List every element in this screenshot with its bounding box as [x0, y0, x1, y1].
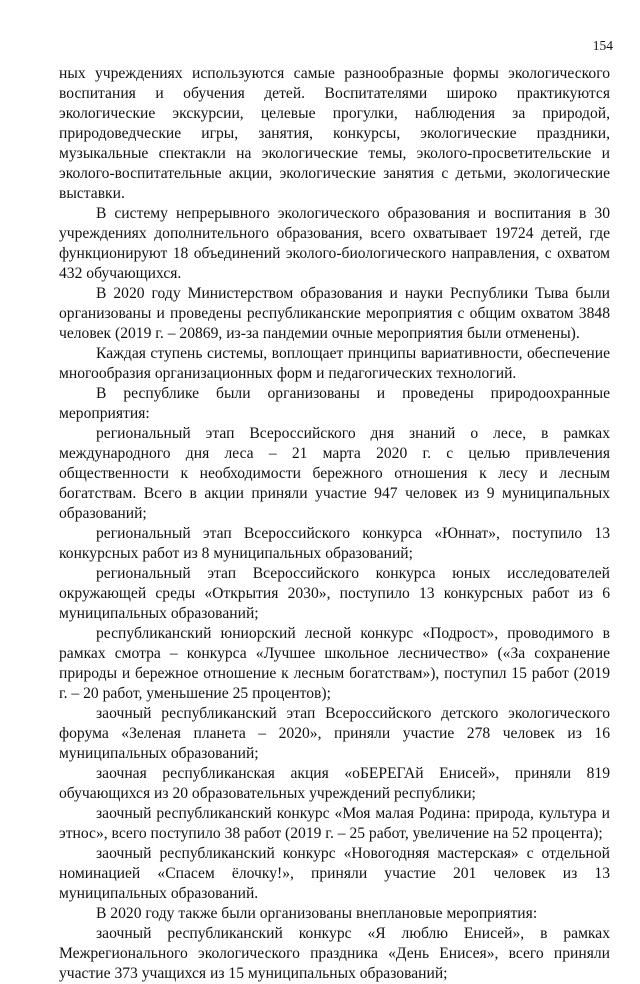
paragraph-unplanned-events-intro: В 2020 году также были организованы внеплановые мероприятия:: [96, 905, 538, 922]
paragraph-intro-continuation: ных учреждениях используются самые разнообразные формы экологического воспитания и обучения детей. Воспитателями широко практикуются экологические экскурсии, целевые прогулки, наблюдения за природой, природоведческие игры, занятия, конкурсы, экологические праздники, музыкальные спектакли на экологические темы, эколого-просветительские и эколого-воспитательные акции, экологические занятия с детьми, экологические выставки.: [59, 65, 610, 202]
document-body: [59, 64, 610, 984]
list-item-new-year-workshop: заочный республиканский конкурс «Новогодняя мастерская» с отдельной номинацией «Спасем ёлочку!», приняли участие 201 человек из 13 муниципальных образований.: [59, 845, 610, 902]
paragraph-system-principles: Каждая ступень системы, воплощает принципы вариативности, обеспечение многообразия организационных форм и педагогических технологий.: [59, 345, 610, 382]
list-item-podrost: республиканский юниорский лесной конкурс «Подрост», проводимого в рамках смотра – конкурса «Лучшее школьное лесничество» («За сохранение природы и бережное отношение к лесным богатствам»), поступил 15 работ (2019 г. – 20 работ, уменьшение 25 процентов);: [59, 625, 610, 702]
list-item-small-motherland: заочный республиканский конкурс «Моя малая Родина: природа, культура и этнос», всего поступило 38 работ (2019 г. – 25 работ, увеличение на 52 процента);: [59, 805, 610, 842]
list-item-oberegai-enisei: заочная республиканская акция «оБЕРЕГАй Енисей», приняли 819 обучающихся из 20 образовательных учреждений республики;: [59, 765, 610, 802]
paragraph-nature-events-intro: В республике были организованы и проведены природоохранные мероприятия:: [59, 385, 610, 422]
list-item-otkrytiya-2030: региональный этап Всероссийского конкурса юных исследователей окружающей среды «Открытия 2030», поступило 13 конкурсных работ из 6 муниципальных образований;: [59, 565, 610, 622]
page-number: 154: [592, 38, 613, 53]
paragraph-continuous-education: В систему непрерывного экологического образования и воспитания в 30 учреждениях дополнительного образования, всего охватывает 19724 детей, где функционируют 18 объединений эколого-биологического направления, с охватом 432 обучающихся.: [59, 205, 610, 282]
paragraph-ministry-events: В 2020 году Министерством образования и науки Республики Тыва были организованы и проведены республиканские мероприятия с общим охватом 3848 человек (2019 г. – 20869, из-за пандемии очные мероприятия были отменены).: [59, 285, 610, 342]
list-item-green-planet: заочный республиканский этап Всероссийского детского экологического форума «Зеленая планета – 2020», приняли участие 278 человек из 16 муниципальных образований;: [59, 705, 610, 762]
list-item-forest-day: региональный этап Всероссийского дня знаний о лесе, в рамках международного дня леса – 21 марта 2020 г. с целью привлечения общественности к необходимости бережного отношения к лесу и лесным богатствам. Всего в акции приняли участие 947 человек из 9 муниципальных образований;: [59, 425, 610, 522]
list-item-i-love-enisei: заочный республиканский конкурс «Я люблю Енисей», в рамках Межрегионального экологического праздника «День Енисея», всего приняли участие 373 учащихся из 15 муниципальных образований;: [59, 925, 610, 982]
list-item-yunnat: региональный этап Всероссийского конкурса «Юннат», поступило 13 конкурсных работ из 8 муниципальных образований;: [59, 525, 610, 562]
